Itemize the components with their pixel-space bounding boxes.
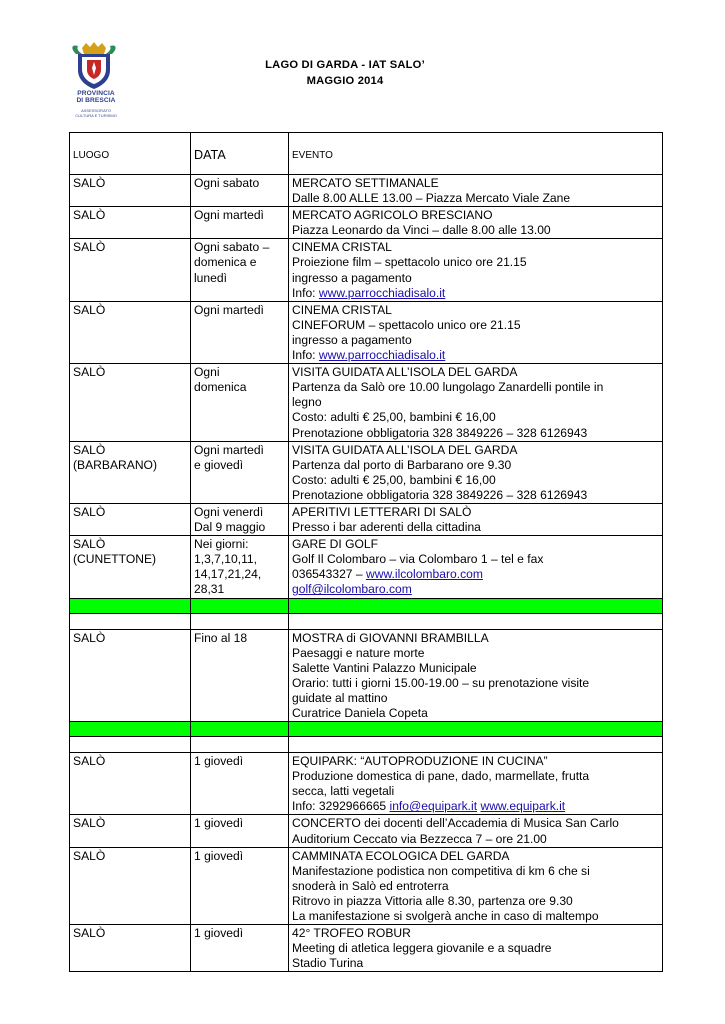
evento-link[interactable]: www.parrocchiadisalo.it — [318, 285, 446, 300]
evento-line — [292, 691, 658, 706]
evento-text: ingresso a pagamento — [292, 332, 412, 347]
separator-cell — [191, 598, 289, 613]
evento-line — [292, 754, 658, 769]
header-data: DATA — [191, 133, 289, 175]
evento-text: Info: — [292, 348, 319, 363]
cell-luogo-line: SALÒ — [73, 442, 106, 457]
cell-luogo-line: SALÒ — [73, 816, 106, 831]
evento-text: 036543327 – — [292, 567, 366, 582]
cell-data — [191, 847, 289, 924]
cell-data — [191, 301, 289, 363]
evento-line — [292, 348, 658, 363]
cell-luogo-line: SALÒ — [73, 208, 106, 223]
cell-luogo — [70, 925, 191, 972]
evento-line — [292, 849, 658, 864]
evento-line — [292, 380, 658, 395]
evento-text: CINEMA CRISTAL — [292, 240, 392, 255]
cell-data-line: Ogni martedì — [194, 302, 264, 317]
evento-line — [292, 458, 658, 473]
evento-line — [292, 832, 658, 847]
evento-text: APERITIVI LETTERARI DI SALÒ — [292, 504, 472, 519]
header-evento: EVENTO — [289, 133, 663, 175]
cell-data-line: Ogni martedì — [194, 208, 264, 223]
cell-evento — [289, 207, 663, 239]
cell-data-line: Ogni martedì — [194, 442, 264, 457]
separator-row-blank — [70, 613, 663, 629]
evento-line — [292, 552, 658, 567]
evento-text: CINEFORUM – spettacolo unico ore 21.15 — [292, 317, 521, 332]
table-row — [70, 815, 663, 847]
evento-line — [292, 191, 658, 206]
evento-line — [292, 303, 658, 318]
separator-cell — [289, 737, 663, 753]
table-row — [70, 301, 663, 363]
cell-data — [191, 503, 289, 535]
cell-data-line: e giovedì — [194, 457, 244, 472]
evento-line — [292, 864, 658, 879]
evento-line — [292, 909, 658, 924]
evento-text: MERCATO AGRICOLO BRESCIANO — [292, 208, 493, 223]
separator-cell — [289, 613, 663, 629]
separator-cell — [70, 598, 191, 613]
evento-text: Proiezione film – spettacolo unico ore 21.15 — [292, 255, 527, 270]
evento-text: legno — [292, 395, 322, 410]
evento-line — [292, 365, 658, 380]
evento-line — [292, 318, 658, 333]
cell-evento — [289, 503, 663, 535]
evento-text: Manifestazione podistica non competitiva di km 6 che si — [292, 863, 590, 878]
cell-data-line: Ogni venerdì — [194, 504, 264, 519]
cell-evento — [289, 301, 663, 363]
cell-luogo-line: SALÒ — [73, 504, 106, 519]
cell-data — [191, 815, 289, 847]
cell-data-line: 1 giovedì — [194, 848, 244, 863]
evento-line — [292, 631, 658, 646]
cell-data-line: 14,17,21,24, — [194, 567, 262, 582]
table-row — [70, 441, 663, 503]
cell-luogo-line: SALÒ — [73, 926, 106, 941]
cell-data-line: lunedì — [194, 270, 227, 285]
evento-text: Partenza dal porto di Barbarano ore 9.30 — [292, 457, 512, 472]
evento-text: Golf Il Colombaro – via Colombaro 1 – tel e fax — [292, 552, 544, 567]
evento-line — [292, 505, 658, 520]
cell-evento — [289, 175, 663, 207]
cell-evento — [289, 925, 663, 972]
cell-data-line: domenica — [194, 380, 247, 395]
evento-line — [292, 395, 658, 410]
evento-line — [292, 894, 658, 909]
cell-evento — [289, 753, 663, 815]
cell-luogo — [70, 301, 191, 363]
evento-line — [292, 879, 658, 894]
cell-data-line: 1 giovedì — [194, 816, 244, 831]
separator-row-green — [70, 722, 663, 737]
evento-text: La manifestazione si svolgerà anche in caso di maltempo — [292, 909, 599, 924]
evento-text: Paesaggi e nature morte — [292, 645, 425, 660]
evento-line — [292, 333, 658, 348]
evento-line — [292, 646, 658, 661]
evento-text: CAMMINATA ECOLOGICA DEL GARDA — [292, 848, 510, 863]
evento-line — [292, 706, 658, 721]
evento-text: snoderà in Salò ed entroterra — [292, 878, 449, 893]
cell-luogo — [70, 364, 191, 441]
evento-line — [292, 443, 658, 458]
table-row — [70, 175, 663, 207]
logo-sub-line1: ASSESSORATO — [81, 107, 111, 113]
cell-data — [191, 364, 289, 441]
cell-luogo — [70, 207, 191, 239]
cell-data-line: 1,3,7,10,11, — [194, 552, 257, 567]
evento-text: Piazza Leonardo da Vinci – dalle 8.00 alle 13.00 — [292, 223, 551, 238]
title-line1: LAGO DI GARDA - IAT SALO’ — [265, 59, 425, 71]
evento-line — [292, 926, 658, 941]
cell-evento — [289, 536, 663, 598]
cell-data — [191, 753, 289, 815]
evento-line — [292, 271, 658, 286]
separator-cell — [191, 737, 289, 753]
evento-text: Info: — [292, 285, 319, 300]
evento-text: ingresso a pagamento — [292, 270, 412, 285]
evento-text: Meeting di atletica leggera giovanile e a squadre — [292, 941, 552, 956]
cell-luogo — [70, 847, 191, 924]
cell-luogo — [70, 503, 191, 535]
evento-line — [292, 176, 658, 191]
evento-text: Presso i bar aderenti della cittadina — [292, 520, 481, 535]
evento-text: Auditorium Ceccato via Bezzecca 7 – ore 21.00 — [292, 831, 547, 846]
evento-line — [292, 520, 658, 535]
cell-data — [191, 536, 289, 598]
evento-link[interactable]: golf@ilcolombaro.com — [292, 582, 412, 597]
evento-text: GARE DI GOLF — [292, 537, 379, 552]
logo-title-line2: DI BRESCIA — [76, 97, 116, 105]
cell-data-line: Fino al 18 — [194, 630, 248, 645]
table-header-row — [70, 133, 663, 175]
table-row — [70, 753, 663, 815]
separator-cell — [70, 737, 191, 753]
evento-text: Produzione domestica di pane, dado, marmellate, frutta — [292, 769, 590, 784]
cell-luogo — [70, 753, 191, 815]
evento-line — [292, 769, 658, 784]
cell-evento — [289, 239, 663, 301]
cell-luogo-line: SALÒ — [73, 302, 106, 317]
cell-data-line: 1 giovedì — [194, 926, 244, 941]
evento-text: guidate al mattino — [292, 690, 388, 705]
evento-text: MOSTRA di GIOVANNI BRAMBILLA — [292, 630, 489, 645]
cell-evento — [289, 441, 663, 503]
evento-text: 42° TROFEO ROBUR — [292, 926, 411, 941]
cell-luogo-line: SALÒ — [73, 630, 106, 645]
evento-line — [292, 286, 658, 301]
evento-text: Costo: adulti € 25,00, bambini € 16,00 — [292, 410, 496, 425]
coat-of-arms-icon — [62, 42, 126, 90]
cell-luogo — [70, 239, 191, 301]
evento-line — [292, 223, 658, 238]
evento-text: VISITA GUIDATA ALL’ISOLA DEL GARDA — [292, 442, 518, 457]
table-row — [70, 847, 663, 924]
cell-luogo-line: (BARBARANO) — [73, 457, 157, 472]
cell-luogo — [70, 629, 191, 722]
evento-link[interactable]: info@equipark.it — [389, 799, 478, 814]
cell-evento — [289, 815, 663, 847]
cell-data-line: Ogni sabato — [194, 176, 260, 190]
cell-data-line: domenica e — [194, 255, 257, 270]
evento-line — [292, 208, 658, 223]
evento-link[interactable]: www.ilcolombaro.com — [365, 567, 483, 582]
title-line2: MAGGIO 2014 — [306, 75, 384, 87]
evento-text: CONCERTO dei docenti dell’Accademia di Musica San Carlo — [292, 816, 619, 831]
evento-line — [292, 240, 658, 255]
table-row — [70, 239, 663, 301]
evento-line — [292, 941, 658, 956]
table-row — [70, 503, 663, 535]
evento-line — [292, 537, 658, 552]
cell-data — [191, 239, 289, 301]
cell-data-line: Nei giorni: — [194, 537, 249, 552]
evento-text: Prenotazione obbligatoria 328 3849226 – 328 6126943 — [292, 425, 588, 440]
cell-luogo — [70, 815, 191, 847]
separator-cell — [289, 598, 663, 613]
evento-line — [292, 473, 658, 488]
evento-text: Dalle 8.00 ALLE 13.00 – Piazza Mercato Viale Zane — [292, 191, 571, 206]
cell-luogo — [70, 175, 191, 207]
cell-luogo-line: SALÒ — [73, 537, 106, 552]
separator-row-blank — [70, 737, 663, 753]
cell-luogo-line: SALÒ — [73, 176, 106, 190]
evento-line — [292, 676, 658, 691]
cell-data-line: Ogni — [194, 365, 220, 380]
evento-text: EQUIPARK: “AUTOPRODUZIONE IN CUCINA” — [292, 754, 548, 769]
cell-luogo — [70, 441, 191, 503]
evento-line — [292, 255, 658, 270]
evento-text: Prenotazione obbligatoria 328 3849226 – 328 6126943 — [292, 487, 588, 502]
evento-text: CINEMA CRISTAL — [292, 302, 392, 317]
evento-line — [292, 956, 658, 971]
cell-luogo-line: SALÒ — [73, 365, 106, 380]
evento-text: secca, latti vegetali — [292, 784, 395, 799]
cell-luogo-line: SALÒ — [73, 848, 106, 863]
evento-text: Costo: adulti € 25,00, bambini € 16,00 — [292, 472, 496, 487]
separator-cell — [191, 722, 289, 737]
evento-link[interactable]: www.parrocchiadisalo.it — [318, 348, 446, 363]
cell-evento — [289, 847, 663, 924]
evento-link[interactable]: www.equipark.it — [480, 799, 566, 814]
cell-data-line: Dal 9 maggio — [194, 520, 266, 535]
evento-text: Orario: tutti i giorni 15.00-19.00 – su prenotazione visite — [292, 675, 590, 690]
cell-data-line: Ogni sabato – — [194, 240, 270, 255]
cell-evento — [289, 364, 663, 441]
cell-data-line: 1 giovedì — [194, 754, 244, 769]
table-row — [70, 629, 663, 722]
cell-data — [191, 925, 289, 972]
cell-luogo-line: SALÒ — [73, 240, 106, 255]
evento-line — [292, 488, 658, 503]
cell-data — [191, 629, 289, 722]
separator-cell — [191, 613, 289, 629]
cell-luogo — [70, 536, 191, 598]
evento-line — [292, 784, 658, 799]
evento-line — [292, 567, 658, 582]
evento-line — [292, 582, 658, 597]
evento-text: Stadio Turina — [292, 956, 364, 971]
header-luogo: LUOGO — [70, 133, 191, 175]
provincia-logo — [62, 42, 126, 130]
separator-row-green — [70, 598, 663, 613]
events-table — [69, 132, 663, 972]
evento-text: VISITA GUIDATA ALL’ISOLA DEL GARDA — [292, 365, 518, 380]
evento-line — [292, 661, 658, 676]
logo-sub-line2: CULTURA E TURISMO — [75, 112, 117, 118]
evento-line — [292, 410, 658, 425]
separator-cell — [70, 613, 191, 629]
evento-line — [292, 816, 658, 831]
cell-luogo-line: (CUNETTONE) — [73, 552, 157, 567]
cell-data — [191, 441, 289, 503]
table-row — [70, 925, 663, 972]
table-row — [70, 536, 663, 598]
evento-text: Curatrice Daniela Copeta — [292, 706, 428, 720]
document-title — [230, 57, 460, 89]
evento-text: Partenza da Salò ore 10.00 lungolago Zanardelli pontile in — [292, 380, 604, 395]
cell-evento — [289, 629, 663, 722]
cell-luogo-line: SALÒ — [73, 754, 106, 769]
evento-text: Ritrovo in piazza Vittoria alle 8.30, partenza ore 9.30 — [292, 893, 573, 908]
evento-text: Info: 3292966665 — [292, 799, 390, 814]
evento-text: Salette Vantini Palazzo Municipale — [292, 660, 477, 675]
separator-cell — [70, 722, 191, 737]
table-row — [70, 364, 663, 441]
evento-line — [292, 799, 658, 814]
cell-data — [191, 207, 289, 239]
table-row — [70, 207, 663, 239]
evento-line — [292, 426, 658, 441]
evento-text: MERCATO SETTIMANALE — [292, 176, 439, 190]
logo-title-line1: PROVINCIA — [77, 90, 115, 97]
separator-cell — [289, 722, 663, 737]
cell-data — [191, 175, 289, 207]
cell-data-line: 28,31 — [194, 582, 225, 597]
